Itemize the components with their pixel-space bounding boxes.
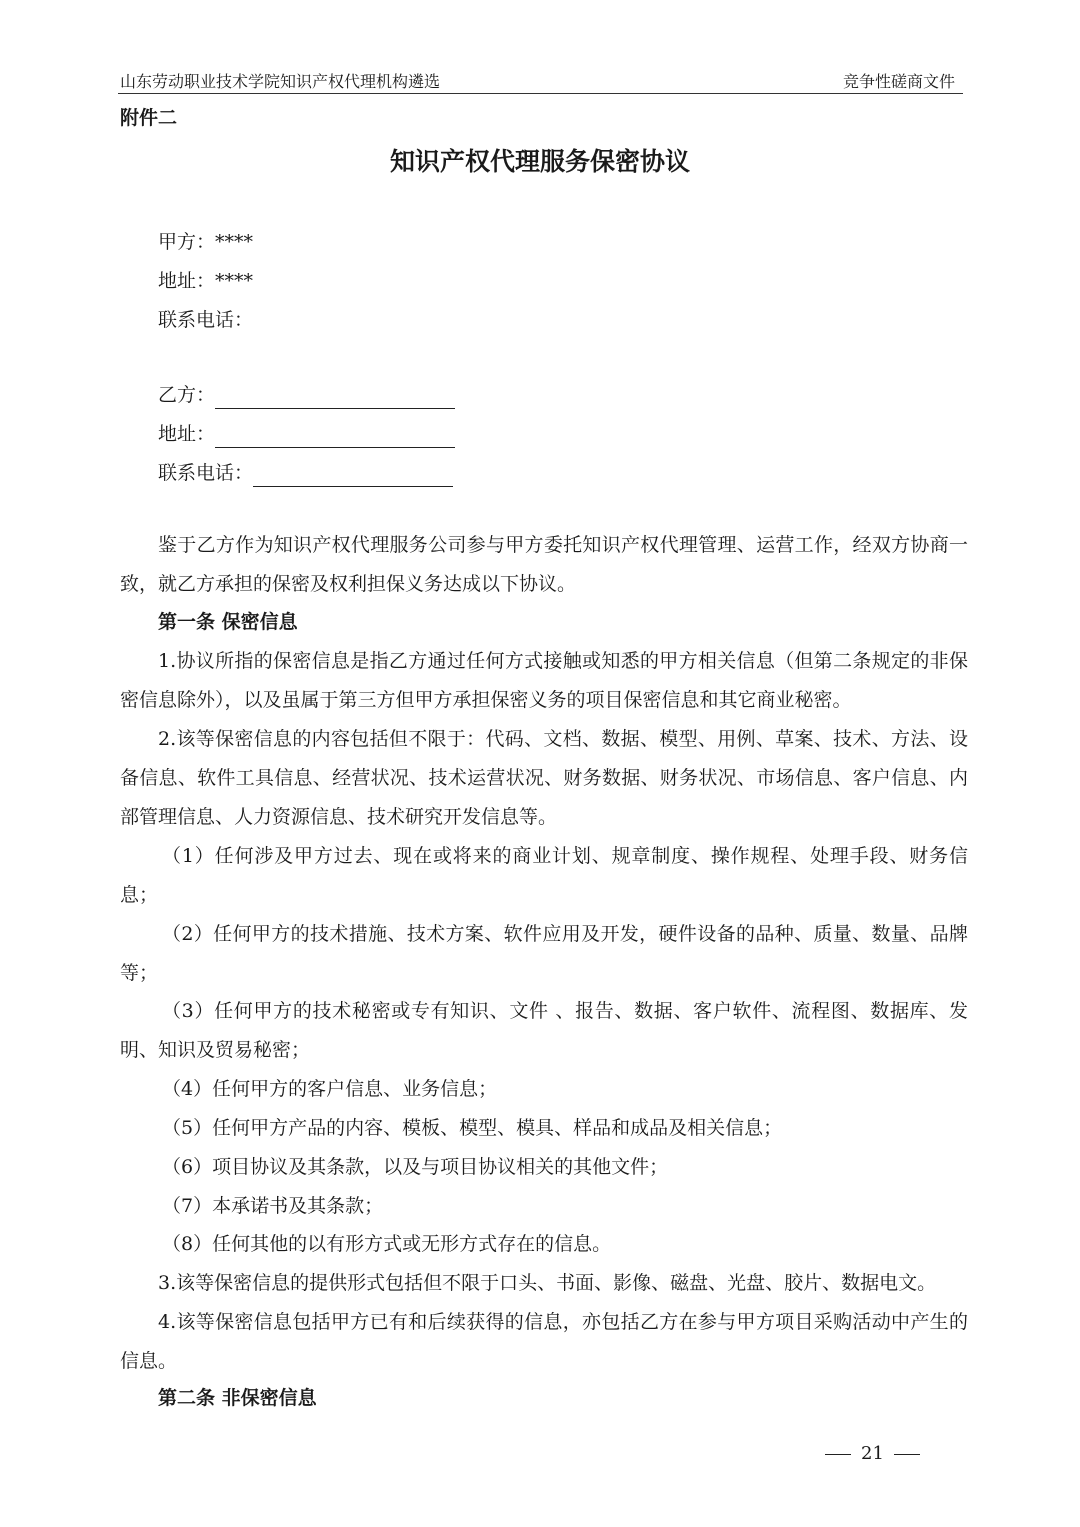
party-b-name-blank: [215, 384, 455, 409]
article-1-clause-2: 2.该等保密信息的内容包括但不限于：代码、文档、数据、模型、用例、草案、技术、方法、设备信息、软件工具信息、经营状况、技术运营状况、财务数据、财务状况、市场信息、客户信息、内部管理信息、人力资源信息、技术研究开发信息等。: [120, 728, 968, 828]
party-b-address-row: [158, 420, 455, 448]
article-1-clause-1: 1.协议所指的保密信息是指乙方通过任何方式接触或知悉的甲方相关信息（但第二条规定的非保密信息除外），以及虽属于第三方但甲方承担保密义务的项目保密信息和其它商业秘密。: [120, 650, 968, 711]
footer-dash-left: [825, 1454, 851, 1455]
header-divider: [118, 93, 963, 94]
party-a-address: 地址：****: [158, 270, 254, 292]
article-1-item-6: （6）项目协议及其条款，以及与项目协议相关的其他文件；: [162, 1156, 669, 1178]
header-doc-type: 竞争性磋商文件: [842, 72, 955, 91]
article-1-item-5: （5）任何甲方产品的内容、模板、模型、模具、样品和成品及相关信息；: [162, 1117, 783, 1139]
header-title: 山东劳动职业技术学院知识产权代理机构遴选: [120, 72, 441, 91]
party-b-phone-row: [158, 459, 453, 487]
article-1-item-3: （3）任何甲方的技术秘密或专有知识、文件 、报告、数据、客户软件、流程图、数据库、发明、知识及贸易秘密；: [120, 1000, 968, 1061]
page-number: 21: [861, 1443, 884, 1464]
party-b-name-row: [158, 381, 455, 409]
article-1-heading: 第一条 保密信息: [158, 611, 298, 633]
article-1-item-7: （7）本承诺书及其条款；: [162, 1195, 384, 1217]
party-b-address-blank: [215, 423, 455, 448]
article-1-clause-3: 3.该等保密信息的提供形式包括但不限于口头、书面、影像、磁盘、光盘、胶片、数据电文。: [158, 1272, 937, 1294]
party-a-name: 甲方：****: [158, 231, 254, 253]
article-1-clause-4: 4.该等保密信息包括甲方已有和后续获得的信息，亦包括乙方在参与甲方项目采购活动中产生的信息。: [120, 1311, 968, 1372]
article-1-item-2: （2）任何甲方的技术措施、技术方案、软件应用及开发，硬件设备的品种、质量、数量、品牌等；: [120, 923, 968, 984]
attachment-label: 附件二: [120, 107, 178, 129]
party-b-phone-label: 联系电话：: [158, 462, 254, 484]
party-b-address-label: 地址：: [158, 423, 216, 445]
article-1-item-8: （8）任何其他的以有形方式或无形方式存在的信息。: [162, 1233, 612, 1255]
article-1-item-1: （1）任何涉及甲方过去、现在或将来的商业计划、规章制度、操作规程、处理手段、财务信息；: [120, 845, 968, 906]
footer-dash-right: [894, 1454, 920, 1455]
page-footer: [815, 1440, 930, 1468]
article-1-item-4: （4）任何甲方的客户信息、业务信息；: [162, 1078, 498, 1100]
page-title: 知识产权代理服务保密协议: [389, 147, 690, 176]
intro-paragraph: 鉴于乙方作为知识产权代理服务公司参与甲方委托知识产权代理管理、运营工作，经双方协商一致，就乙方承担的保密及权利担保义务达成以下协议。: [120, 534, 968, 595]
party-b-name-label: 乙方：: [158, 384, 216, 406]
article-2-heading: 第二条 非保密信息: [158, 1387, 317, 1409]
party-a-phone: 联系电话：: [158, 309, 254, 331]
party-b-phone-blank: [253, 462, 453, 487]
